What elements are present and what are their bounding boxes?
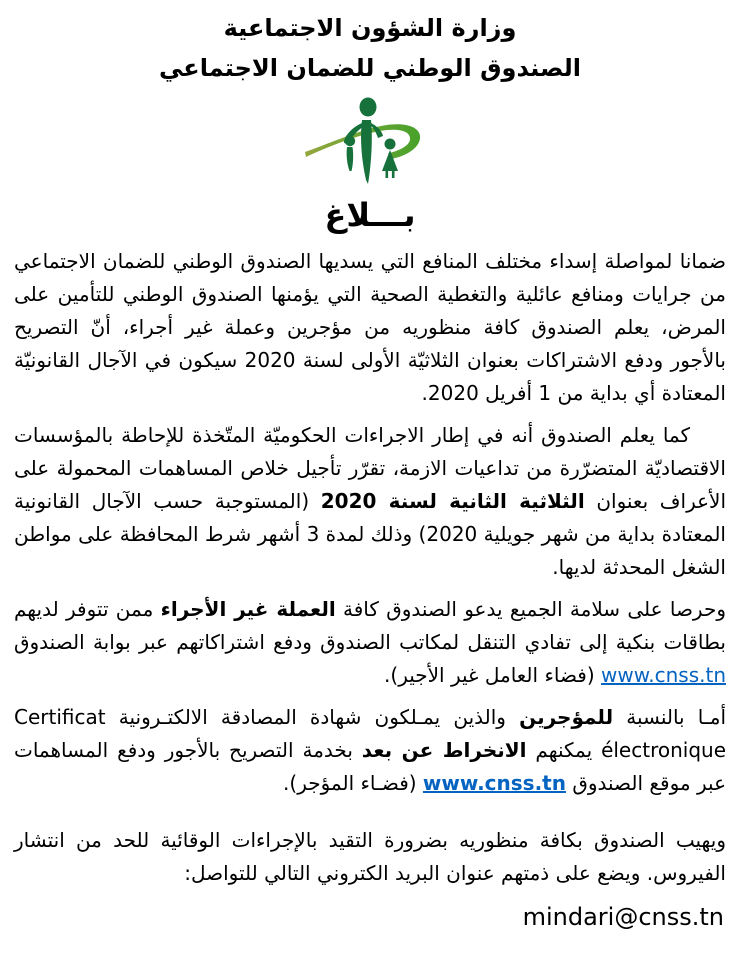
organization-name: الصندوق الوطني للضمان الاجتماعي	[159, 54, 581, 82]
logo-child-left	[345, 136, 355, 171]
document-header	[14, 8, 726, 88]
contact-email-line	[14, 899, 726, 935]
text-segment: (فضاء العامل غير الأجير).	[384, 663, 602, 687]
logo-child-right	[382, 139, 398, 179]
ministry-name: وزارة الشؤون الاجتماعية	[223, 14, 517, 42]
paragraph	[14, 419, 726, 584]
paragraph	[14, 593, 726, 692]
text-segment: كما يعلم الصندوق أنه في إطار الاجراءات الحكوميّة المتّخذة للإحاطة بالمؤسسات الاقتصاديّة المتضرّرة من تداعيات الازمة، تقرّر تأجيل خلاص المساهمات المحمولة على الأعراف بعنوان	[14, 423, 727, 513]
text-segment: بخدمة التصريح بالأجور ودفع المساهمات عبر موقع الصندوق	[14, 738, 726, 795]
text-segment: العملة غير الأجراء	[160, 597, 336, 621]
text-segment: ويهيب الصندوق بكافة منظوريه بضرورة التقيد بالإجراءات الوقائية للحد من انتشار الفيروس. ويضع على ذمتهم عنوان البريد الكتروني التالي للتواصل:	[14, 828, 726, 885]
cnss-portal-link[interactable]: www.cnss.tn	[422, 771, 566, 795]
text-segment: (المستوجبة حسب الآجال القانونية المعتادة بداية من شهر جويلية 2020) وذلك لمدة 3 أشهر شرط المحافظة على مواطن الشغل المحدثة لديها.	[14, 489, 726, 579]
text-segment: الانخراط عن بعد	[361, 738, 527, 762]
text-segment: Certificat électronique	[14, 705, 726, 762]
text-segment: وحرصا على سلامة الجميع يدعو الصندوق كافة	[335, 597, 726, 621]
text-segment: والذين يمـلكون شهادة المصادقة الالكتـرونية	[105, 705, 520, 729]
paragraph	[14, 245, 726, 410]
paragraph	[14, 701, 726, 800]
text-segment: (فضـاء المؤجر).	[283, 771, 423, 795]
text-segment: الثلاثية الثانية لسنة 2020	[320, 489, 585, 513]
text-segment: يمكنهم	[526, 738, 602, 762]
paragraph	[14, 824, 726, 890]
body-text	[14, 245, 726, 890]
contact-email: mindari@cnss.tn	[522, 903, 724, 931]
cnss-portal-link[interactable]: www.cnss.tn	[601, 663, 726, 687]
text-segment: ممن تتوفر لديهم بطاقات بنكية إلى تفادي التنقل لمكاتب الصندوق ودفع اشتراكاتهم عبر بوابة الصندوق	[14, 597, 726, 654]
text-segment: ضمانا لمواصلة إسداء مختلف المنافع التي يسديها الصندوق الوطني للضمان الاجتماعي من جرايات ومنافع عائلية والتغطية الصحية التي يؤمنها الصندوق الوطني للتأمين على المرض، يعلم الصندوق كافة منظوريه من مؤجرين وعملة غير أجراء، أنّ التصريح بالأجور ودفع الاشتراكات بعنوان الثلاثيّة الأولى لسنة 2020 سيكون في الآجال القانونيّة المعتادة أي بداية من 1 أفريل 2020.	[14, 249, 726, 405]
cnss-logo-icon	[305, 96, 435, 191]
communique-title: بـــلاغ	[324, 196, 416, 234]
text-segment: أمـا بالنسبة	[613, 705, 726, 729]
text-segment: للمؤجرين	[519, 705, 614, 729]
